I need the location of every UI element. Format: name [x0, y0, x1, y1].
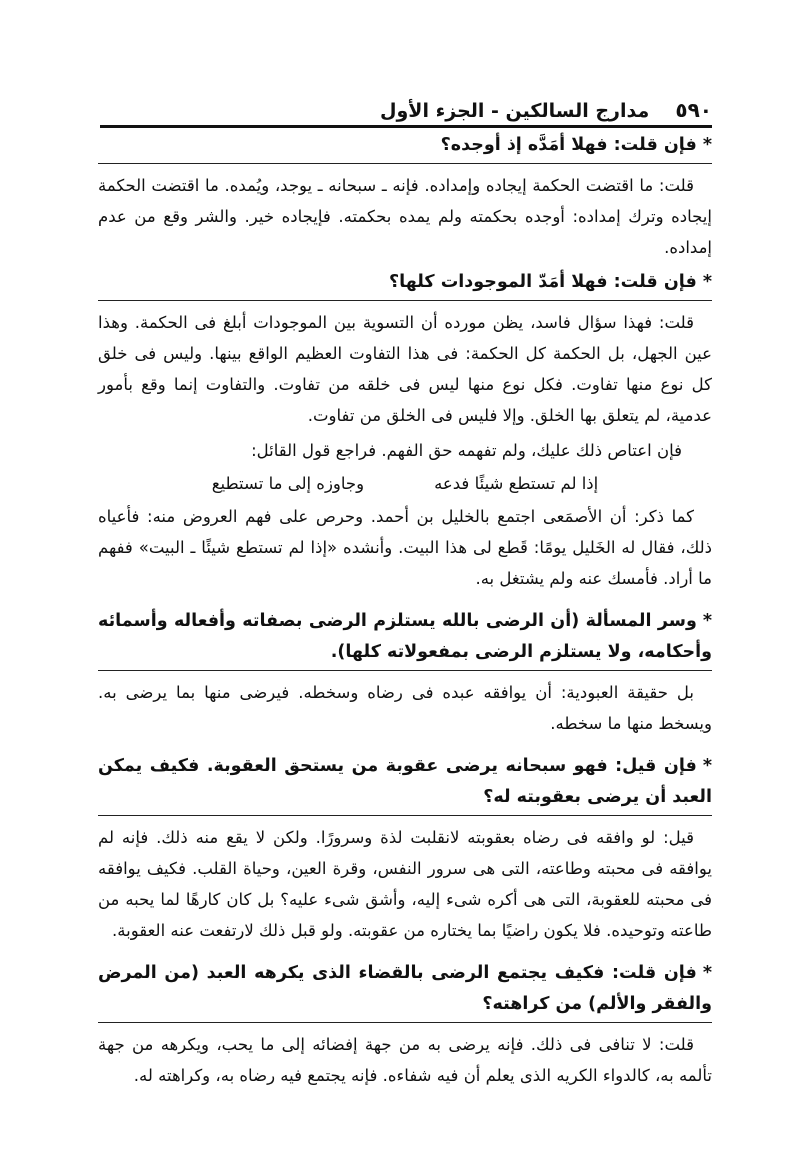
- question-heading: [98, 267, 712, 298]
- star-marker: *: [702, 756, 712, 776]
- poem-verse: [98, 468, 712, 499]
- page-header: [100, 88, 712, 122]
- verse-second-hemistich: وجاوزه إلى ما تستطيع: [211, 474, 365, 493]
- spacer: [98, 598, 712, 606]
- verse-first-hemistich: إذا لم تستطع شيئًا فدعه: [434, 474, 599, 493]
- question-heading: [98, 606, 712, 668]
- header-rule: [100, 125, 712, 128]
- question-heading: [98, 130, 712, 161]
- question-text: فإن قلت: فهلا أمَدَّه إذ أوجده؟: [440, 135, 697, 155]
- question-text: فإن قلت: فكيف يجتمع الرضى بالقضاء الذى يكرهه العبد (من المرض والفقر والألم) من كراهته؟: [98, 963, 712, 1014]
- star-marker: *: [702, 611, 712, 631]
- page-number: ٥٩٠: [675, 98, 712, 122]
- star-marker: *: [702, 135, 712, 155]
- answer-paragraph: قلت: لا تنافى فى ذلك. فإنه يرضى به من جهة إفضائه إلى ما يحب، ويكرهه من جهة تألمه به، كالدواء الكريه الذى يعلم أن فيه شفاءه. فإنه يجتمع فيه رضاه به، وكراهته له.: [98, 1035, 712, 1085]
- follow-paragraph: فإن اعتاص ذلك عليك، ولم تفهمه حق الفهم. فراجع قول القائل:: [251, 441, 682, 460]
- question-text: فإن قلت: فهلا أمَدّ الموجودات كلها؟: [389, 272, 697, 292]
- star-marker: *: [702, 272, 712, 292]
- question-heading: [98, 958, 712, 1020]
- answer-paragraph: قلت: فهذا سؤال فاسد، يظن مورده أن التسوية بين الموجودات أبلغ فى الحكمة. وهذا عين الجهل، بل الحكمة كل الحكمة: فى هذا التفاوت العظيم الواقع بينها. وليس فى خلق كل نوع منها تفاوت. فكل نوع منها ليس فى خلقه من تفاوت. والتفاوت إنما وقع بأمور عدمية، لم يتعلق بها الخلق. وإلا فليس فى الخلق من تفاوت.: [98, 313, 712, 425]
- page-content: [98, 130, 712, 1132]
- question-divider: [98, 815, 712, 816]
- story-paragraph: كما ذكر: أن الأصمَعى اجتمع بالخليل بن أحمد. وحرص على فهم العروض منه: فأعياه ذلك، فقال له الخَليل يومًا: قَطع لى هذا البيت. وأنشده «إذا لم تستطع شيئًا ـ البيت» ففهم ما أراد. فأمسك عنه ولم يشتغل به.: [98, 507, 712, 588]
- answer-paragraph: بل حقيقة العبودية: أن يوافقه عبده فى رضاه وسخطه. فيرضى منها بما يرضى به. ويسخط منها ما سخطه.: [98, 683, 712, 733]
- question-text: فإن قيل: فهو سبحانه يرضى عقوبة من يستحق العقوبة. فكيف يمكن العبد أن يرضى بعقوبته له؟: [98, 756, 712, 807]
- spacer: [98, 743, 712, 751]
- answer-paragraph: قيل: لو وافقه فى رضاه بعقوبته لانقلبت لذة وسرورًا. ولكن لا يقع منه ذلك. فإنه لم يوافقه فى محبته وطاعته، التى هى سرور النفس، وقرة العين، وحياة القلب. فكيف يوافقه فى محبته للعقوبة، التى هى أكره شىء إليه، وأشق شىء عليه؟ بل كان كارهًا لما يحبه من طاعته وتوحيده. فلا يكون راضيًا بما يختاره من عقوبته. ولو قبل ذلك لارتفعت عنه العقوبة.: [98, 828, 712, 940]
- question-divider: [98, 1022, 712, 1023]
- question-divider: [98, 300, 712, 301]
- spacer: [98, 950, 712, 958]
- star-marker: *: [702, 963, 712, 983]
- question-divider: [98, 163, 712, 164]
- question-heading: [98, 751, 712, 813]
- question-divider: [98, 670, 712, 671]
- running-title: مدارج السالكين - الجزء الأول: [380, 100, 650, 122]
- answer-paragraph: قلت: ما اقتضت الحكمة إيجاده وإمداده. فإنه ـ سبحانه ـ يوجد، ويُمده. ما اقتضت الحكمة إيجاده وترك إمداده: أوجده بحكمته ولم يمده بحكمته. فإيجاده خير. والشر وقع من عدم إمداده.: [98, 176, 712, 257]
- question-text: وسر المسألة (أن الرضى بالله يستلزم الرضى بصفاته وأفعاله وأسمائه وأحكامه، ولا يستلزم الرضى بمفعولاته كلها).: [98, 611, 712, 662]
